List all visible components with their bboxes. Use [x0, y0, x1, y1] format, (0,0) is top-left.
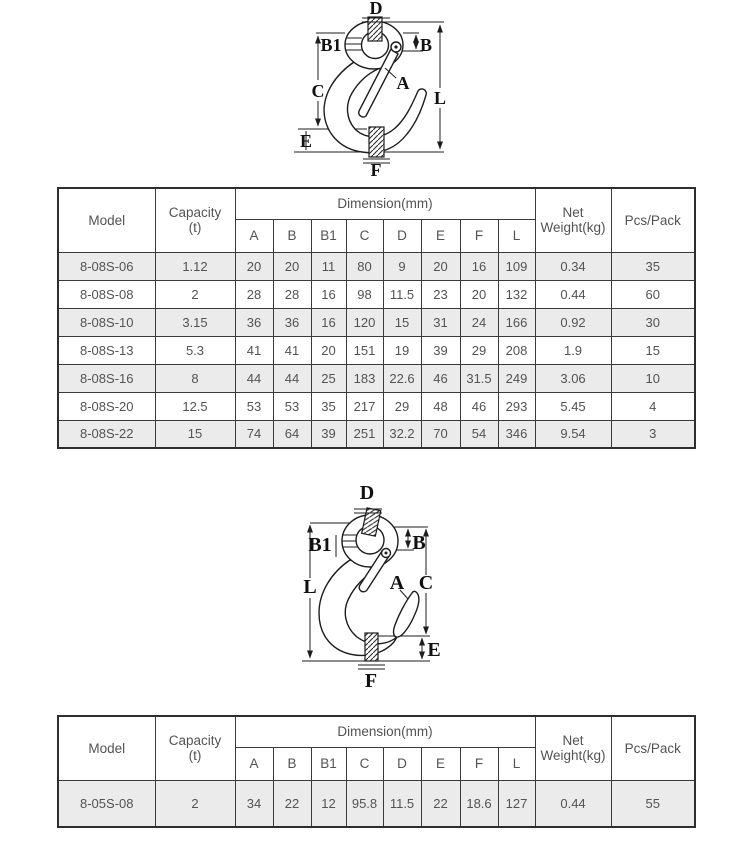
table-cell: 5.45 [535, 392, 611, 420]
shank-section-f [365, 633, 378, 661]
spec-table-bottom [57, 715, 696, 828]
table-cell: 132 [498, 280, 535, 308]
hook-tip [394, 591, 419, 637]
table-cell: 0.34 [535, 252, 611, 280]
table-cell: 25 [311, 364, 346, 392]
table-cell: 1.12 [155, 252, 235, 280]
table-cell: 3.15 [155, 308, 235, 336]
table-row [58, 420, 695, 448]
table-cell: 3.06 [535, 364, 611, 392]
header-dim-b: B [273, 747, 311, 780]
table-row [58, 364, 695, 392]
table-cell: 22 [273, 780, 311, 827]
spec-table [57, 715, 696, 828]
table-cell: 183 [346, 364, 383, 392]
table-cell: 70 [421, 420, 460, 448]
dim-label-a: A [396, 73, 410, 93]
header-model: Model [58, 716, 155, 780]
header-pcs-pack: Pcs/Pack [611, 716, 695, 780]
table-cell: 28 [235, 280, 273, 308]
table-cell: 41 [273, 336, 311, 364]
table-cell: 2 [155, 780, 235, 827]
header-capacity-line2: (t) [188, 220, 202, 236]
table-cell: 2 [155, 280, 235, 308]
table-cell: 18.6 [460, 780, 498, 827]
table-cell: 10 [611, 364, 695, 392]
table-cell: 64 [273, 420, 311, 448]
table-cell: 15 [155, 420, 235, 448]
header-dim-l: L [498, 219, 535, 252]
table-cell: 60 [611, 280, 695, 308]
dim-label-a: A [389, 572, 405, 594]
table-cell: 46 [460, 392, 498, 420]
header-capacity-line1: Capacity [168, 733, 222, 749]
table-row [58, 252, 695, 280]
table-cell: 20 [311, 336, 346, 364]
latch-pivot-dot [385, 552, 388, 555]
dim-label-b: B [419, 35, 433, 55]
spec-table-body [58, 780, 695, 827]
table-cell: 8-08S-08 [58, 280, 155, 308]
table-cell: 251 [346, 420, 383, 448]
table-row [58, 280, 695, 308]
latch-pivot-dot [394, 45, 397, 48]
table-cell: 12 [311, 780, 346, 827]
table-cell: 36 [273, 308, 311, 336]
table-cell: 95.8 [346, 780, 383, 827]
table-cell: 39 [311, 420, 346, 448]
spec-table-top [57, 187, 696, 449]
hook-drawing-top-svg [278, 0, 470, 182]
table-cell: 98 [346, 280, 383, 308]
table-cell: 20 [421, 252, 460, 280]
table-cell: 41 [235, 336, 273, 364]
header-net-weight-line1: Net [562, 205, 584, 221]
header-capacity [155, 716, 235, 780]
table-cell: 8-05S-08 [58, 780, 155, 827]
table-cell: 39 [421, 336, 460, 364]
header-net-weight-line1: Net [562, 733, 584, 749]
table-cell: 5.3 [155, 336, 235, 364]
header-dim-b1: B1 [311, 747, 346, 780]
table-cell: 46 [421, 364, 460, 392]
table-cell: 19 [383, 336, 421, 364]
hook-body [319, 560, 397, 655]
table-cell: 0.44 [535, 780, 611, 827]
header-dim-d: D [383, 219, 421, 252]
header-net-weight [535, 188, 611, 252]
table-cell: 151 [346, 336, 383, 364]
table-cell: 346 [498, 420, 535, 448]
header-dim-c: C [346, 747, 383, 780]
table-cell: 16 [311, 308, 346, 336]
table-cell: 8-08S-22 [58, 420, 155, 448]
table-cell: 44 [235, 364, 273, 392]
table-cell: 15 [383, 308, 421, 336]
header-dim-a: A [235, 219, 273, 252]
table-cell: 16 [460, 252, 498, 280]
header-capacity [155, 188, 235, 252]
table-cell: 20 [235, 252, 273, 280]
table-cell: 12.5 [155, 392, 235, 420]
header-capacity-line1: Capacity [168, 205, 222, 221]
table-cell: 8-08S-13 [58, 336, 155, 364]
table-cell: 166 [498, 308, 535, 336]
table-cell: 20 [273, 252, 311, 280]
table-cell: 44 [273, 364, 311, 392]
table-cell: 22.6 [383, 364, 421, 392]
table-cell: 35 [611, 252, 695, 280]
table-cell: 20 [460, 280, 498, 308]
header-pcs-pack: Pcs/Pack [611, 188, 695, 252]
header-dim-b: B [273, 219, 311, 252]
table-cell: 24 [460, 308, 498, 336]
table-cell: 31.5 [460, 364, 498, 392]
header-model: Model [58, 188, 155, 252]
header-capacity-line2: (t) [188, 748, 202, 764]
dim-label-d: D [359, 483, 375, 504]
dim-label-b1: B1 [320, 35, 342, 55]
table-cell: 48 [421, 392, 460, 420]
table-cell: 29 [460, 336, 498, 364]
header-dim-a: A [235, 747, 273, 780]
table-cell: 80 [346, 252, 383, 280]
header-net-weight [535, 716, 611, 780]
table-row [58, 392, 695, 420]
table-cell: 15 [611, 336, 695, 364]
header-net-weight-line2: Weight(kg) [540, 220, 606, 236]
header-dim-d: D [383, 747, 421, 780]
table-cell: 53 [235, 392, 273, 420]
table-cell: 23 [421, 280, 460, 308]
table-cell: 293 [498, 392, 535, 420]
header-dim-c: C [346, 219, 383, 252]
table-cell: 36 [235, 308, 273, 336]
table-cell: 32.2 [383, 420, 421, 448]
table-cell: 31 [421, 308, 460, 336]
header-dim-e: E [421, 747, 460, 780]
dim-label-e: E [427, 639, 441, 661]
dim-label-f: F [364, 670, 378, 692]
header-dim-e: E [421, 219, 460, 252]
table-cell: 0.92 [535, 308, 611, 336]
shank-section-f [369, 127, 384, 157]
table-cell: 8 [155, 364, 235, 392]
table-cell: 109 [498, 252, 535, 280]
header-dimension: Dimension(mm) [235, 188, 535, 219]
table-cell: 55 [611, 780, 695, 827]
table-cell: 35 [311, 392, 346, 420]
header-dim-b1: B1 [311, 219, 346, 252]
spec-table [57, 187, 696, 449]
header-dim-l: L [498, 747, 535, 780]
table-row [58, 308, 695, 336]
hook-drawing-bottom-svg [278, 483, 470, 695]
header-dimension: Dimension(mm) [235, 716, 535, 747]
table-cell: 22 [421, 780, 460, 827]
table-row [58, 336, 695, 364]
dim-label-c: C [311, 81, 325, 101]
table-cell: 8-08S-16 [58, 364, 155, 392]
table-row [58, 780, 695, 827]
dim-label-l: L [303, 576, 317, 598]
hook-diagram-top [278, 0, 470, 187]
table-cell: 28 [273, 280, 311, 308]
table-cell: 8-08S-06 [58, 252, 155, 280]
pin-section-d [368, 17, 382, 41]
table-cell: 54 [460, 420, 498, 448]
table-cell: 30 [611, 308, 695, 336]
dim-label-e: E [299, 131, 313, 151]
table-cell: 1.9 [535, 336, 611, 364]
table-cell: 8-08S-20 [58, 392, 155, 420]
table-cell: 0.44 [535, 280, 611, 308]
dim-label-d: D [369, 0, 383, 18]
table-cell: 53 [273, 392, 311, 420]
table-cell: 34 [235, 780, 273, 827]
table-cell: 74 [235, 420, 273, 448]
table-cell: 208 [498, 336, 535, 364]
dim-label-l: L [433, 88, 447, 108]
table-cell: 11.5 [383, 280, 421, 308]
dim-label-b: B [412, 532, 426, 554]
header-dim-f: F [460, 747, 498, 780]
table-cell: 29 [383, 392, 421, 420]
table-cell: 127 [498, 780, 535, 827]
spec-table-body [58, 252, 695, 448]
table-cell: 11 [311, 252, 346, 280]
table-cell: 16 [311, 280, 346, 308]
table-cell: 11.5 [383, 780, 421, 827]
table-cell: 217 [346, 392, 383, 420]
dim-label-c: C [418, 572, 434, 594]
table-cell: 120 [346, 308, 383, 336]
table-cell: 4 [611, 392, 695, 420]
header-net-weight-line2: Weight(kg) [540, 748, 606, 764]
dim-label-f: F [370, 160, 382, 180]
table-cell: 249 [498, 364, 535, 392]
table-cell: 9 [383, 252, 421, 280]
dim-label-b1: B1 [308, 534, 332, 556]
table-cell: 3 [611, 420, 695, 448]
table-cell: 9.54 [535, 420, 611, 448]
hook-diagram-bottom [278, 483, 470, 700]
table-cell: 8-08S-10 [58, 308, 155, 336]
header-dim-f: F [460, 219, 498, 252]
